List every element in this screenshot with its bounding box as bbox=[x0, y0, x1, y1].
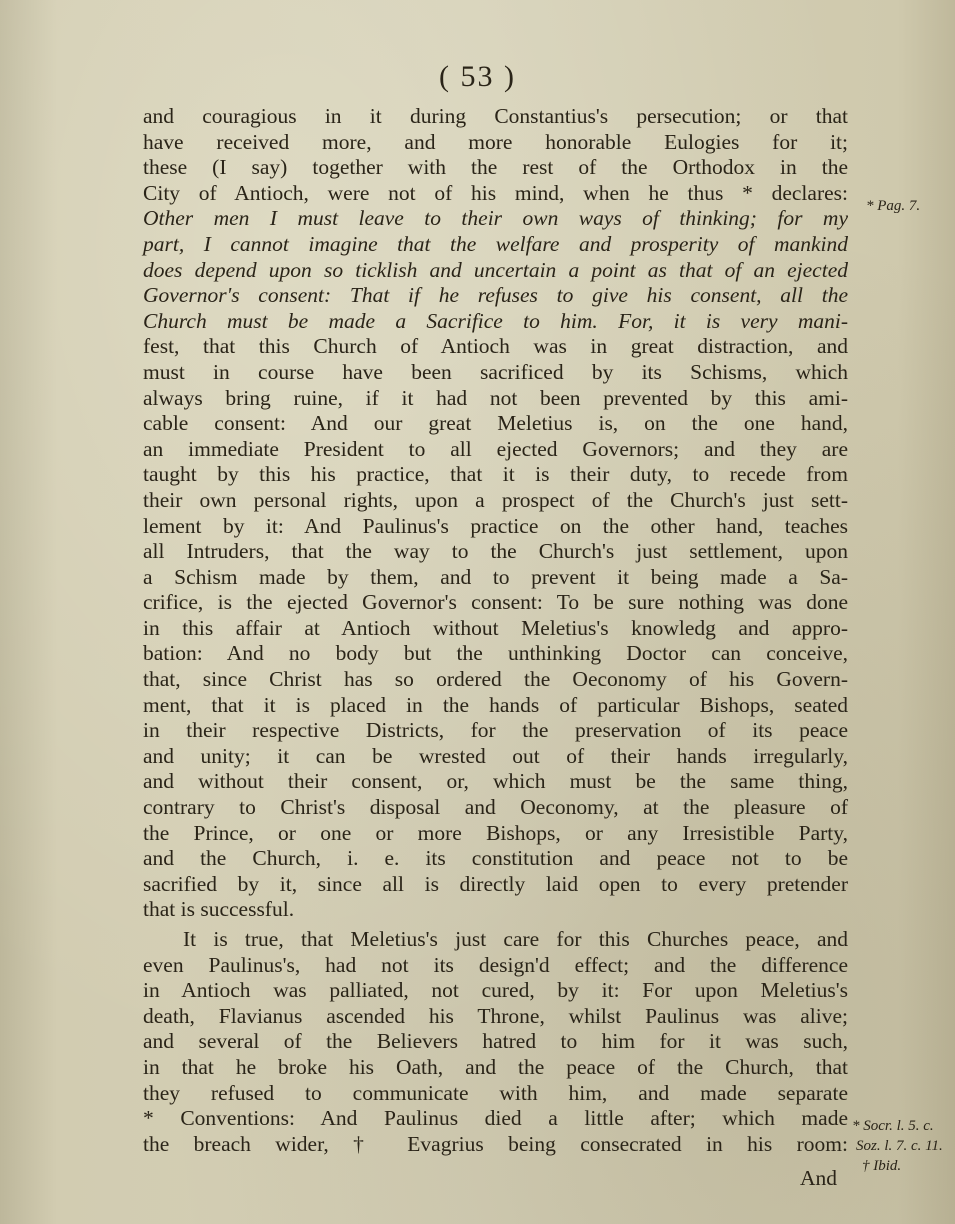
text-line: part, I cannot imagine that the welfare and prosperity of mankind bbox=[143, 231, 848, 256]
text-line: Governor's consent: That if he refuses to give his consent, all the bbox=[143, 283, 848, 308]
sidenote-socr: * Socr. l. 5. c. bbox=[852, 1118, 934, 1134]
text-line: their own personal rights, upon a prospect of the Church's just sett- bbox=[143, 487, 848, 512]
text-line: taught by this his practice, that it is their duty, to recede from bbox=[143, 462, 848, 487]
text-line: * Conventions: And Paulinus died a little after; which made bbox=[143, 1106, 848, 1131]
text-line: death, Flavianus ascended his Throne, whilst Paulinus was alive; bbox=[143, 1003, 848, 1028]
text-line: bation: And no body but the unthinking Doctor can conceive, bbox=[143, 641, 848, 666]
text-line: in Antioch was palliated, not cured, by it: For upon Meletius's bbox=[143, 978, 848, 1003]
text-line: a Schism made by them, and to prevent it being made a Sa- bbox=[143, 564, 848, 589]
text-line: the breach wider, † Evagrius being consecrated in his room: bbox=[143, 1131, 848, 1156]
text-line: in their respective Districts, for the preservation of its peace bbox=[143, 718, 848, 743]
text-line: always bring ruine, if it had not been prevented by this ami- bbox=[143, 385, 848, 410]
text-line: these (I say) together with the rest of the Orthodox in the bbox=[143, 155, 848, 180]
text-line: that, since Christ has so ordered the Oeconomy of his Govern- bbox=[143, 667, 848, 692]
text-line: and the Church, i. e. its constitution and peace not to be bbox=[143, 846, 848, 871]
page-number: ( 53 ) bbox=[439, 60, 516, 93]
text-line: sacrified by it, since all is directly laid open to every pretender bbox=[143, 871, 848, 896]
text-line: crifice, is the ejected Governor's consent: To be sure nothing was done bbox=[143, 590, 848, 615]
text-line: the Prince, or one or more Bishops, or any Irresistible Party, bbox=[143, 820, 848, 845]
text-line: and couragious in it during Constantius's persecution; or that bbox=[143, 104, 848, 128]
text-line: that is successful. bbox=[143, 897, 295, 922]
text-line: in that he broke his Oath, and the peace of the Church, that bbox=[143, 1054, 848, 1079]
text-line: It is true, that Meletius's just care for this Churches peace, and bbox=[183, 927, 848, 951]
text-line: and without their consent, or, which must be the same thing, bbox=[143, 769, 848, 794]
text-line: have received more, and more honorable Eulogies for it; bbox=[143, 129, 848, 154]
text-line: Other men I must leave to their own ways of thinking; for my bbox=[143, 206, 848, 231]
text-line: fest, that this Church of Antioch was in great distraction, and bbox=[143, 334, 848, 359]
text-line: an immediate President to all ejected Governors; and they are bbox=[143, 436, 848, 461]
text-line: they refused to communicate with him, and made separate bbox=[143, 1080, 848, 1105]
text-line: does depend upon so ticklish and uncertain a point as that of an ejected bbox=[143, 257, 848, 282]
text-line: cable consent: And our great Meletius is, on the one hand, bbox=[143, 411, 848, 436]
text-line: ment, that it is placed in the hands of particular Bishops, seated bbox=[143, 692, 848, 717]
body-text bbox=[143, 104, 848, 1157]
text-line: and several of the Believers hatred to him for it was such, bbox=[143, 1029, 848, 1054]
text-line: lement by it: And Paulinus's practice on the other hand, teaches bbox=[143, 513, 848, 538]
sidenote-pag: * Pag. 7. bbox=[866, 198, 921, 214]
sidenote-soz: Soz. l. 7. c. 11. bbox=[856, 1138, 943, 1154]
text-line: in this affair at Antioch without Meletius's knowledg and appro- bbox=[143, 615, 848, 640]
text-line: and unity; it can be wrested out of their hands irregularly, bbox=[143, 743, 848, 768]
catchword: And bbox=[800, 1166, 838, 1190]
sidenote-ibid: † Ibid. bbox=[862, 1158, 902, 1174]
text-line: contrary to Christ's disposal and Oeconomy, at the pleasure of bbox=[143, 795, 848, 820]
text-line: Church must be made a Sacrifice to him. For, it is very mani- bbox=[143, 308, 848, 333]
text-line: must in course have been sacrificed by its Schisms, which bbox=[143, 359, 848, 384]
text-line: City of Antioch, were not of his mind, when he thus * declares: bbox=[143, 180, 848, 205]
text-line: all Intruders, that the way to the Church's just settlement, upon bbox=[143, 539, 848, 564]
text-line: even Paulinus's, had not its design'd effect; and the difference bbox=[143, 952, 848, 977]
